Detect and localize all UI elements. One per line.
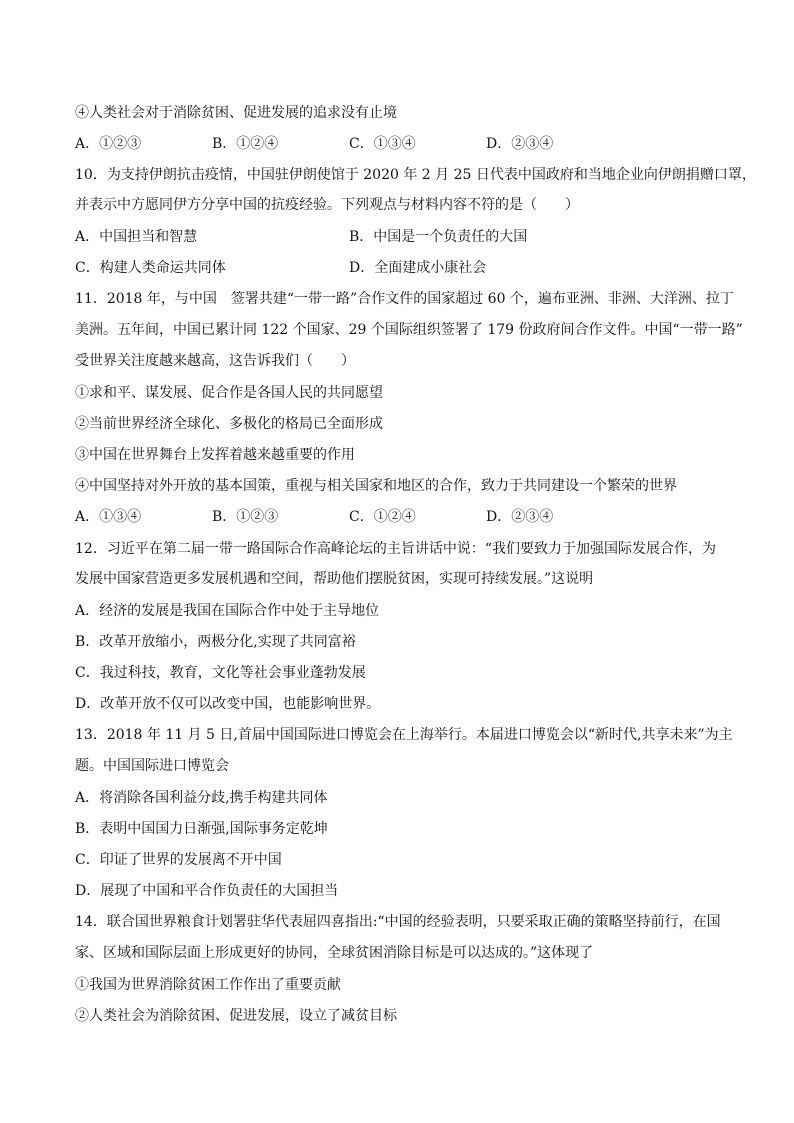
- q10-stem-line-1: 10．为支持伊朗抗击疫情，中国驻伊朗使馆于 2020 年 2 月 25 日代表中国政府和当地企业向伊朗捐赠口罩，: [75, 167, 756, 183]
- q10-option-a: A．中国担当和智慧: [75, 229, 198, 245]
- q11-stem-line-1: 11．2018 年，与中国 签署共建“一带一路”合作文件的国家超过 60 个，遍布亚洲、非洲、大洋洲、拉丁: [75, 291, 734, 307]
- q13-stem-line-1: 13．2018 年 11 月 5 日,首届中国国际进口博览会在上海举行。本届进口博览会以“新时代,共享未来”为主: [75, 727, 733, 743]
- q13-option-b: B．表明中国国力日渐强,国际事务定乾坤: [75, 821, 328, 837]
- q10-option-c: C．构建人类命运共同体: [75, 260, 226, 276]
- q10-option-d: D．全面建成小康社会: [349, 260, 487, 276]
- q14-stem-line-2: 家、区域和国际层面上形成更好的协同，全球贫困消除目标是可以达成的。”这体现了: [75, 945, 594, 961]
- q12-option-d: D．改革开放不仅可以改变中国，也能影响世界。: [75, 696, 381, 712]
- q9-item-4: ④人类社会对于消除贫困、促进发展的追求没有止境: [75, 105, 397, 121]
- q13-option-d: D．展现了中国和平合作负责任的大国担当: [75, 883, 339, 899]
- q9-option-c: C．①③④: [349, 136, 416, 152]
- q11-item-3: ③中国在世界舞台上发挥着越来越重要的作用: [75, 447, 355, 463]
- q12-stem-line-1: 12．习近平在第二届一带一路国际合作高峰论坛的主旨讲话中说：“我们要致力于加强国际发展合作，为: [75, 541, 716, 557]
- q11-option-c: C．①②④: [349, 509, 416, 525]
- q13-option-c: C．印证了世界的发展离不开中国: [75, 852, 282, 868]
- q9-option-b: B．①②④: [212, 136, 279, 152]
- q10-option-b: B．中国是一个负责任的大国: [349, 229, 528, 245]
- q11-item-1: ①求和平、谋发展、促合作是各国人民的共同愿望: [75, 385, 383, 401]
- q12-option-b: B．改革开放缩小，两极分化,实现了共同富裕: [75, 634, 356, 650]
- q14-item-2: ②人类社会为消除贫困、促进发展，设立了减贫目标: [75, 1008, 397, 1024]
- q13-stem-line-2: 题。中国国际进口博览会: [75, 758, 229, 774]
- q11-option-a: A．①③④: [75, 509, 142, 525]
- q12-option-a: A．经济的发展是我国在国际合作中处于主导地位: [75, 603, 380, 619]
- q13-option-a: A．将消除各国利益分歧,携手构建共同体: [75, 790, 328, 806]
- q11-item-4: ④中国坚持对外开放的基本国策，重视与相关国家和地区的合作，致力于共同建设一个繁荣的世界: [75, 478, 677, 494]
- q12-option-c: C．我过科技，教育，文化等社会事业蓬勃发展: [75, 665, 366, 681]
- q12-stem-line-2: 发展中国家营造更多发展机遇和空间，帮助他们摆脱贫困，实现可持续发展。”这说明: [75, 571, 594, 587]
- q11-stem-line-3: 受世界关注度越来越高，这告诉我们（ ）: [75, 353, 355, 369]
- q10-stem-line-2: 并表示中方愿同伊方分享中国的抗疫经验。下列观点与材料内容不符的是（ ）: [75, 197, 579, 213]
- q9-option-a: A．①②③: [75, 136, 142, 152]
- q9-option-d: D．②③④: [486, 136, 554, 152]
- q11-stem-line-2: 美洲。五年间，中国已累计同 122 个国家、29 个国际组织签署了 179 份政府间合作文件。中国“一带一路”: [75, 322, 743, 338]
- q14-stem-line-1: 14．联合国世界粮食计划署驻华代表屈四喜指出:“中国的经验表明，只要采取正确的策略坚持前行，在国: [75, 914, 721, 930]
- q11-option-d: D．②③④: [486, 509, 554, 525]
- q11-item-2: ②当前世界经济全球化、多极化的格局已全面形成: [75, 416, 383, 432]
- q14-item-1: ①我国为世界消除贫困工作作出了重要贡献: [75, 977, 341, 993]
- q11-option-b: B．①②③: [212, 509, 279, 525]
